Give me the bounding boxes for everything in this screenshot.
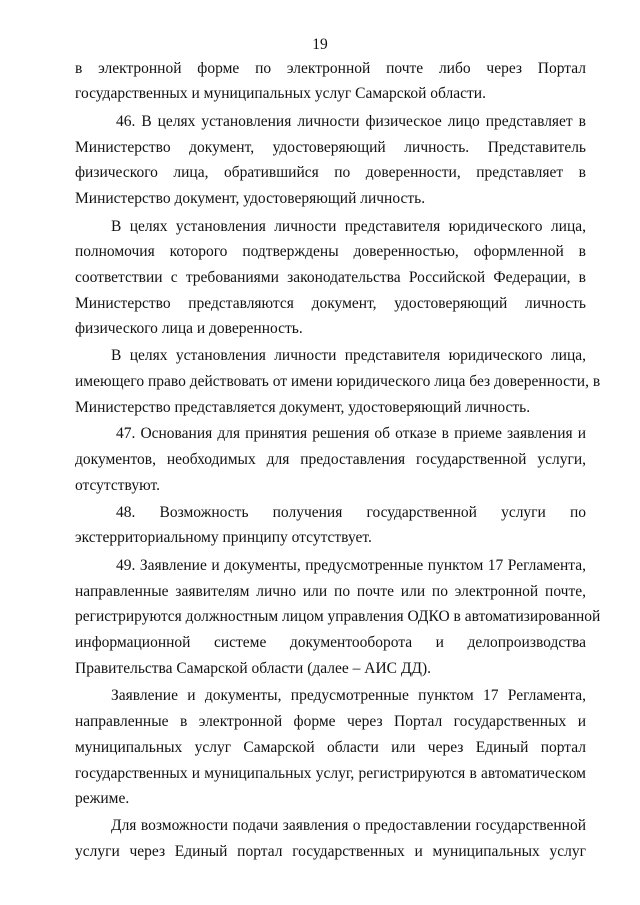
text-line: отсутствуют. [75,477,160,494]
text-line: Правительства Самарской области (далее – АИС ДД). [75,660,432,677]
text-line: государственных и муниципальных услуг Самарской области. [75,85,486,102]
text-line: В целях установления личности представителя юридического лица, [111,218,586,235]
text-line: в электронной форме по электронной почте либо через Портал [75,60,586,77]
text-line: направленные в электронной форме через Портал государственных и [75,713,586,730]
text-line: экстерриториальному принципу отсутствует. [75,529,372,546]
text-line: муниципальных услуг Самарской области или через Единый портал [75,739,586,756]
text-line: 48. Возможность получения государственной услуги по [116,504,586,521]
text-line: соответствии с требованиями законодательства Российской Федерации, в [75,269,586,286]
text-line: государственных и муниципальных услуг, регистрируются в автоматическом [75,765,586,782]
text-line: Министерство документ, удостоверяющий личность. [75,190,426,207]
text-line: регистрируются должностным лицом управления ОДКО в автоматизированной [75,608,601,625]
text-line: Заявление и документы, предусмотренные пунктом 17 Регламента, [111,687,586,704]
text-line: физического лица, обратившийся по доверенности, представляет в [75,164,586,181]
page-number: 19 [312,36,328,53]
text-line: Для возможности подачи заявления о предоставлении государственной [111,817,586,834]
text-line: физического лица и доверенность. [75,320,303,337]
text-line: документов, необходимых для предоставления государственной услуги, [75,451,586,468]
text-line: 46. В целях установления личности физическое лицо представляет в [116,113,586,130]
text-line: режиме. [75,790,130,807]
text-line: 49. Заявление и документы, предусмотренные пунктом 17 Регламента, [116,557,586,574]
text-line: Министерство представляется документ, удостоверяющий личность. [75,399,531,416]
text-line: направленные заявителям лично или по почте или по электронной почте, [75,583,586,600]
text-line: имеющего право действовать от имени юридического лица без доверенности, в [75,373,601,390]
text-line: Министерство представляются документ, удостоверяющий личность [75,295,586,312]
text-line: Министерство документ, удостоверяющий личность. Представитель [75,139,586,156]
text-line: 47. Основания для принятия решения об отказе в приеме заявления и [116,425,586,442]
text-line: услуги через Единый портал государственных и муниципальных услуг [75,843,586,860]
text-line: полномочия которого подтверждены доверенностью, оформленной в [75,243,586,260]
text-line: В целях установления личности представителя юридического лица, [111,347,586,364]
text-line: информационной системе документооборота и делопроизводства [75,634,586,651]
